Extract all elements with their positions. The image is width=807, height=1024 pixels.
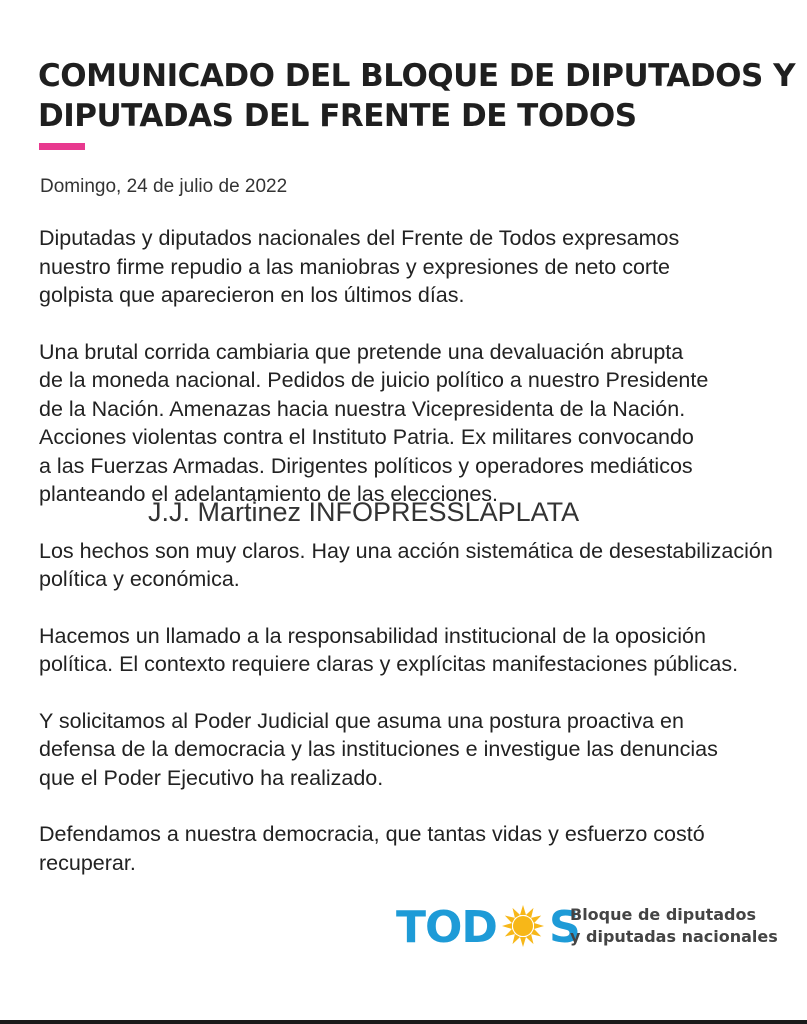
paragraph-line: Una brutal corrida cambiaria que pretende una devaluación abrupta [39, 339, 684, 364]
paragraph-line: a las Fuerzas Armadas. Dirigentes políticos y operadores mediáticos [39, 453, 693, 478]
paragraph-llamado-oposicion [39, 622, 779, 679]
paragraph-line: política. El contexto requiere claras y explícitas manifestaciones públicas. [39, 652, 739, 676]
paragraph-line: de la moneda nacional. Pedidos de juicio político a nuestro Presidente [39, 368, 709, 392]
paragraph-line: Defendamos a nuestra democracia, que tantas vidas y esfuerzo costó [39, 822, 705, 846]
paragraph-line: Acciones violentas contra el Instituto Patria. Ex militares convocando [39, 425, 694, 449]
paragraph-line: defensa de la democracia y las instituciones e investigue las denuncias [39, 737, 718, 761]
paragraph-desestabilizacion [39, 537, 779, 594]
logo-word-right: S [548, 902, 580, 953]
paragraph-democracia [39, 820, 779, 877]
paragraph-line: que el Poder Ejecutivo ha realizado. [39, 765, 384, 790]
paragraph-line: Los hechos son muy claros. Hay una acción sistemática de desestabilización [39, 538, 773, 563]
watermark-text: J.J. Martinez INFOPRESSLAPLATA [148, 497, 580, 527]
sun-icon [497, 904, 549, 948]
paragraph-line: golpista que aparecieron en los últimos días. [39, 283, 465, 307]
paragraph-line: Y solicitamos al Poder Judicial que asuma una postura proactiva en [39, 708, 684, 733]
paragraph-hechos-enumerados [39, 338, 779, 509]
paragraph-line: nuestro firme repudio a las maniobras y expresiones de neto corte [39, 254, 671, 279]
paragraph-line: de la Nación. Amenazas hacia nuestra Vicepresidenta de la Nación. [39, 396, 686, 421]
logo-word-left: TOD [396, 902, 497, 953]
title-line-1: COMUNICADO DEL BLOQUE DE DIPUTADOS Y [38, 58, 796, 94]
paragraph-line: política y económica. [39, 567, 240, 591]
title-accent-bar [39, 143, 85, 150]
paragraph-line: Diputadas y diputados nacionales del Frente de Todos expresamos [39, 226, 680, 250]
statement-body [39, 224, 779, 905]
paragraph-line: Hacemos un llamado a la responsabilidad institucional de la oposición [39, 623, 706, 648]
title-line-2: DIPUTADAS DEL FRENTE DE TODOS [38, 98, 637, 134]
paragraph-line: planteando el adelantamiento de las elecciones. [39, 482, 498, 506]
logo-caption-line-1: Bloque de diputados [570, 905, 757, 924]
page-title [38, 56, 796, 136]
paragraph-repudio [39, 224, 779, 310]
todos-logo [396, 900, 776, 956]
logo-caption [570, 904, 778, 948]
publication-date: Domingo, 24 de julio de 2022 [40, 176, 288, 197]
paragraph-poder-judicial [39, 707, 779, 793]
paragraph-line: recuperar. [39, 850, 136, 875]
logo-wordmark [396, 900, 580, 956]
bottom-border [0, 1020, 807, 1024]
logo-caption-line-2: y diputadas nacionales [570, 927, 778, 946]
